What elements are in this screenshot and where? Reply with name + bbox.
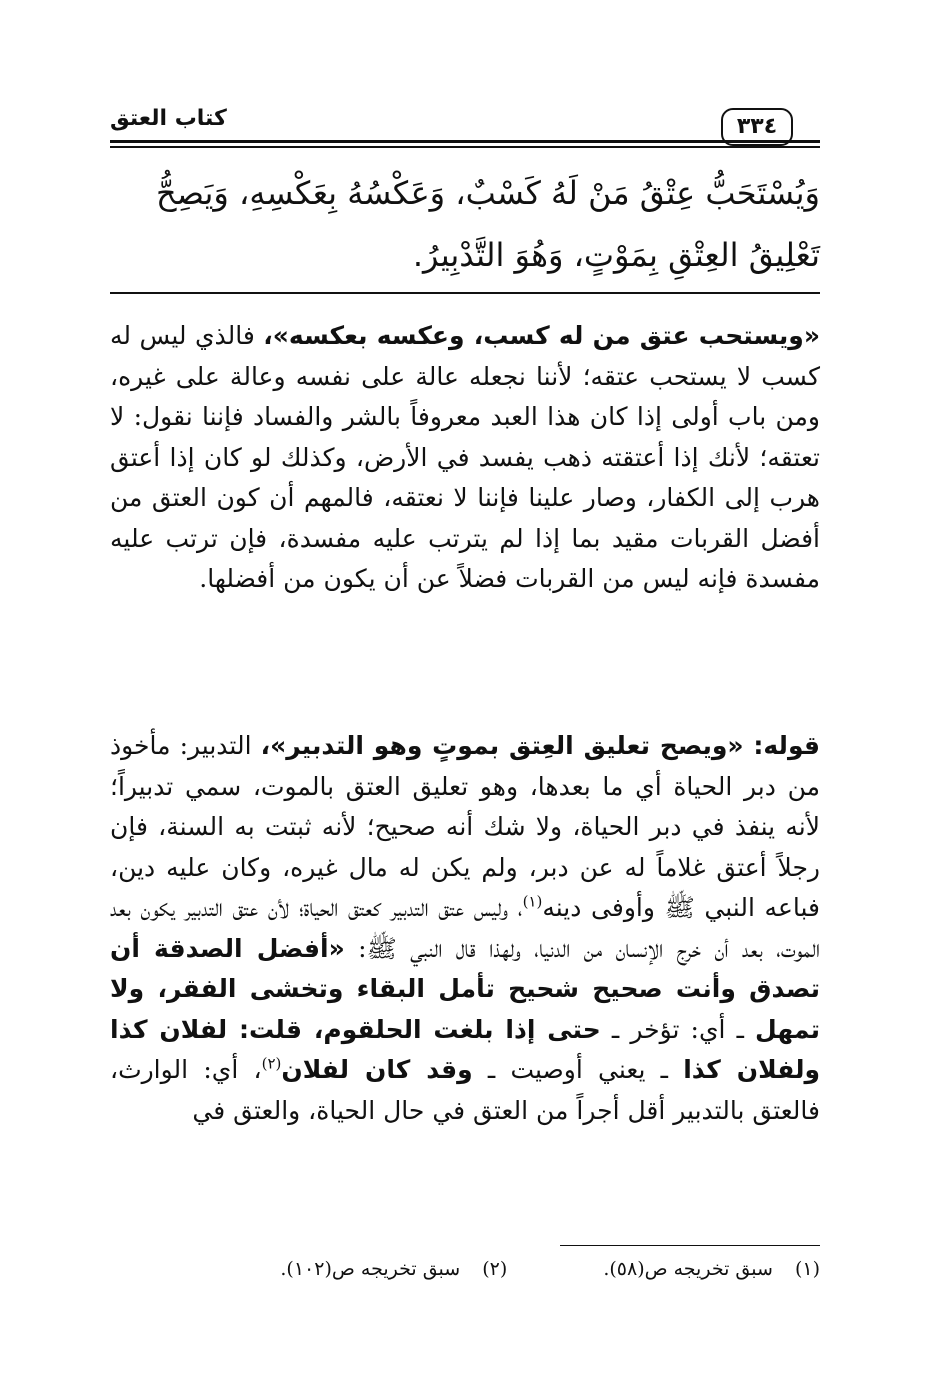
commentary-paragraph [110, 316, 820, 600]
commentary-text: ، وليس عتق التدبير كعتق الحياة؛ لأن عتق التدبير يكون بعد الموت، بعد أن خرج الإنسان من الدنيا، ولهذا قال النبي ﷺ: [110, 893, 821, 963]
commentary-text: ـ أي: تؤخر ـ [600, 1014, 756, 1044]
running-title: كتاب العتق [110, 106, 227, 131]
commentary-text: ، أي: الوارث، فالعتق بالتدبير أقل أجراً من العتق في حال الحياة، والعتق في [110, 1055, 820, 1125]
matn-text [110, 162, 820, 286]
hadith-text: حتى إذا بلغت الحلقوم، قلت: لفلان كذا ولفلان كذا [110, 1014, 820, 1084]
commentary-paragraph [110, 726, 820, 1131]
quoted-matn: «ويستحب عتق من له كسب، وعكسه بعكسه»، [263, 321, 820, 350]
footnote-number: (١) [794, 1258, 820, 1280]
footnote-number: (٢) [482, 1258, 508, 1280]
hadith-text: «أفضل الصدقة أن تصدق وأنت صحيح شحيح تأمل البقاء وتخشى الفقر، ولا تمهل [110, 933, 820, 1044]
footnote-text: سبق تخريجه ص(١٠٢). [280, 1258, 461, 1280]
footnote [280, 1254, 507, 1284]
footnote-text: سبق تخريجه ص(٥٨). [603, 1258, 773, 1280]
matn-divider [110, 292, 820, 294]
header-rule-bottom [110, 146, 820, 148]
footnote-ref[interactable]: (١) [522, 892, 543, 911]
commentary-text: التدبير: مأخوذ من دبر الحياة أي ما بعدها، وهو تعليق العتق بالموت، سمي تدبيراً؛ لأنه ينفذ في دبر الحياة، ولا شك أنه صحيح؛ لأنه ثبتت به السنة، فإن رجلاً أعتق غلاماً له عن دبر، ولم يكن له مال غيره، وكان عليه دين، فباعه النبي ﷺ وأوفى دينه [110, 731, 820, 922]
footnote [603, 1254, 820, 1284]
header-rule-top [110, 140, 820, 143]
footnote-ref[interactable]: (٢) [261, 1054, 282, 1073]
commentary-text: ـ يعني أوصيت ـ [472, 1055, 684, 1084]
footnotes [180, 1254, 820, 1284]
footnote-rule [560, 1245, 820, 1246]
hadith-text: وقد كان لفلان [281, 1055, 473, 1084]
quoted-matn: قوله: «ويصح تعليق العِتق بموتٍ وهو التدبير»، [260, 731, 820, 760]
matn-line: تَعْلِيقُ العِتْقِ بِمَوْتٍ، وَهُوَ التَّدْبِيرُ. [412, 236, 820, 274]
page-number: ٣٣٤ [721, 108, 793, 146]
matn-line: وَيُسْتَحَبُّ عِتْقُ مَنْ لَهُ كَسْبٌ، وَعَكْسُهُ بِعَكْسِهِ، وَيَصِحُّ [156, 174, 820, 212]
page-header [110, 104, 820, 152]
commentary-text: فالذي ليس له كسب لا يستحب عتقه؛ لأننا نجعله عالة على نفسه وعالة على غيره، ومن باب أولى إذا كان هذا العبد معروفاً بالشر والفساد فإننا نقول: لا تعتقه؛ لأنك إذا أعتقته ذهب يفسد في الأرض، وكذلك لو كان إذا أعتق هرب إلى الكفار، وصار علينا فإننا لا نعتقه، فالمهم أن كون العتق من أفضل القربات مقيد بما إذا لم يترتب عليه مفسدة، فإن ترتب عليه مفسدة فإنه ليس من القربات فضلاً عن أن يكون من أفضلها. [110, 321, 820, 593]
